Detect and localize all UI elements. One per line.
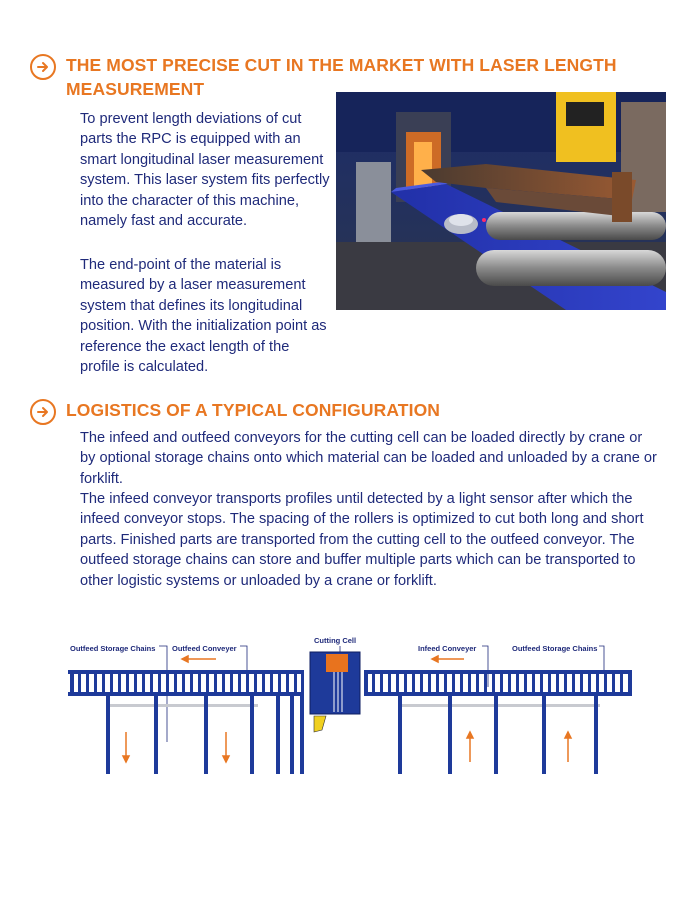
label-outfeed-storage-right: Outfeed Storage Chains xyxy=(512,644,598,653)
label-cutting-cell: Cutting Cell xyxy=(314,636,357,645)
logistics-paragraph-2: The infeed conveyor transports profiles until detected by a light sensor after which the infeed conveyor stops. The spacing of the rollers is optimized to cut both long and short parts. Finished parts are transported from the cutting cell to the outfeed conveyor. The outfeed storage chains can store and buffer multiple parts which can be transported to other logistic systems or unloaded by a crane or forklift. xyxy=(80,491,644,589)
section-heading-logistics xyxy=(30,398,440,425)
cutting-cell-machine xyxy=(310,652,360,732)
conveyor-layout-diagram xyxy=(64,632,634,782)
label-outfeed-storage-left: Outfeed Storage Chains xyxy=(70,644,156,653)
arrow-right-icon xyxy=(30,399,56,425)
label-infeed-conveyer: Infeed Conveyer xyxy=(418,644,477,653)
laser-paragraph-2: The end-point of the material is measured by a laser measurement system that defines its longitudinal position. With the initialization point as reference the exact length of the profile is calculated. xyxy=(80,257,327,376)
outfeed-direction-arrow xyxy=(182,656,216,662)
heading-line-2: MEASUREMENT xyxy=(66,79,205,99)
heading-logistics: LOGISTICS OF A TYPICAL CONFIGURATION xyxy=(66,400,441,420)
laser-measurement-photo xyxy=(336,92,666,310)
infeed-direction-arrow xyxy=(432,656,464,662)
arrow-right-icon xyxy=(30,54,56,80)
label-outfeed-conveyer: Outfeed Conveyer xyxy=(172,644,237,653)
logistics-paragraph-1: The infeed and outfeed conveyors for the cutting cell can be loaded directly by crane or by optional storage chains onto which material can be loaded and unloaded by a crane or forklift. xyxy=(80,430,657,487)
heading-line-1: THE MOST PRECISE CUT IN THE MARKET WITH LASER LENGTH xyxy=(66,55,617,75)
laser-paragraph-1: To prevent length deviations of cut parts the RPC is equipped with an smart longitudinal laser measurement system. This laser system fits perfectly into the character of this machine, namely fast and accurate. xyxy=(80,111,330,230)
